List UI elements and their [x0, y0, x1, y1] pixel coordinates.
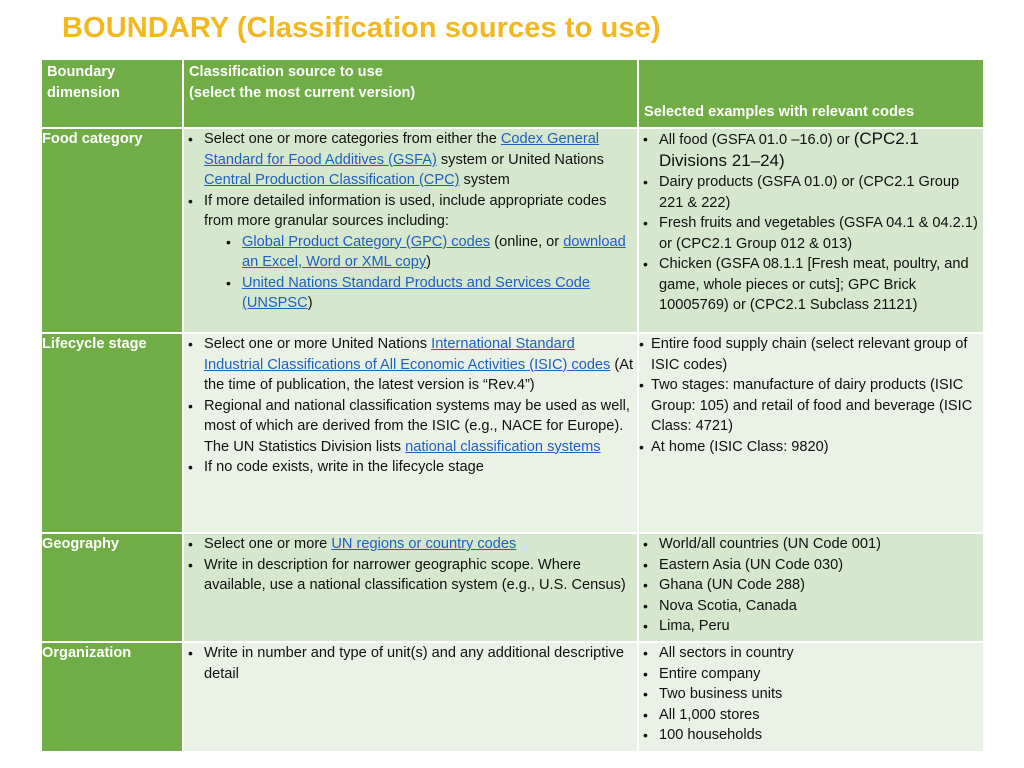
header-classification-source: [183, 59, 638, 128]
list-item: [204, 129, 637, 191]
header-boundary-dimension: [41, 59, 183, 128]
list-item: [659, 129, 983, 172]
text: system or United Nations: [436, 151, 604, 168]
list-item: [242, 232, 637, 273]
list-item: • All sectors in country: [659, 643, 983, 664]
text: (online, or: [490, 233, 564, 250]
list-item: • Nova Scotia, Canada: [659, 596, 983, 617]
organization-sources-cell: [183, 642, 638, 752]
row-label-organization: Organization: [41, 642, 183, 752]
organization-examples-cell: [638, 642, 984, 752]
row-label-lifecycle-stage: Lifecycle stage: [41, 333, 183, 533]
geography-examples-cell: [638, 533, 984, 642]
header-row: [41, 59, 984, 128]
table-row-lifecycle-stage: [41, 333, 984, 533]
gpc-codes-link[interactable]: Global Product Category (GPC) codes: [242, 233, 491, 250]
list-item: • Dairy products (GSFA 01.0) or (CPC2.1 Group 221 & 222): [659, 172, 983, 213]
header-col2-line1: Classification source to use: [189, 64, 383, 80]
national-classification-link[interactable]: national classification systems: [405, 438, 601, 455]
list-item: • At home (ISIC Class: 9820): [651, 437, 983, 458]
list-item: [204, 534, 637, 555]
text: Select one or more United Nations: [204, 336, 432, 352]
table-row-food-category: [41, 128, 984, 333]
list-item: • All 1,000 stores: [659, 705, 983, 726]
list-item: • Entire company: [659, 664, 983, 685]
header-col2-line2: (select the most current version): [189, 84, 416, 101]
list-item: [204, 191, 637, 314]
header-col1-line2: dimension: [47, 84, 120, 101]
text: ): [307, 295, 313, 311]
cpc-link[interactable]: Central Production Classification (CPC): [204, 172, 460, 188]
isic-codes-link[interactable]: International Standard Industrial Classifications of All Economic Activities (ISIC) codes: [204, 336, 611, 373]
text: If more detailed information is used, include appropriate codes from more granular sources including:: [204, 192, 607, 229]
text: Regional and national classification systems may be used as well, most of which are derived from the ISIC (e.g., NACE for Europe). The UN Statistics Division lists: [204, 397, 630, 455]
text: (CPC2.1 Divisions 21–24): [659, 129, 919, 170]
list-item: [242, 273, 637, 314]
gpc-download-link[interactable]: download an Excel, Word or XML copy: [242, 233, 626, 270]
text: Select one or more: [204, 536, 332, 552]
un-regions-link[interactable]: UN regions or country codes: [331, 536, 517, 552]
boundary-table: [40, 58, 985, 753]
list-item: • 100 households: [659, 725, 983, 746]
food-examples-cell: [638, 128, 984, 333]
geography-sources-cell: [183, 533, 638, 642]
list-item: • Eastern Asia (UN Code 030): [659, 555, 983, 576]
list-item: • Chicken (GSFA 08.1.1 [Fresh meat, poultry, and game, whole pieces or cuts]; GPC Brick 10005769) or (CPC2.1 Subclass 21121): [659, 254, 983, 316]
list-item: • Fresh fruits and vegetables (GSFA 04.1 & 04.2.1) or (CPC2.1 Group 012 & 013): [659, 213, 983, 254]
list-item: • Write in number and type of unit(s) and any additional descriptive detail: [204, 643, 637, 684]
lifecycle-examples-cell: [638, 333, 984, 533]
table-row-organization: [41, 642, 984, 752]
header-selected-examples: Selected examples with relevant codes: [638, 59, 984, 128]
list-item: • If no code exists, write in the lifecycle stage: [204, 457, 637, 478]
list-item: • Two business units: [659, 684, 983, 705]
list-item: [204, 396, 637, 458]
unspsc-link[interactable]: United Nations Standard Products and Services Code (UNSPSC: [242, 274, 591, 311]
list-item: • Ghana (UN Code 288): [659, 575, 983, 596]
list-item: • Write in description for narrower geographic scope. Where available, use a national classification system (e.g., U.S. Census): [204, 555, 637, 596]
row-label-food-category: Food category: [41, 128, 183, 333]
list-item: • Lima, Peru: [659, 616, 983, 637]
page-title: BOUNDARY (Classification sources to use): [62, 12, 661, 44]
text: ): [426, 254, 431, 270]
row-label-geography: Geography: [41, 533, 183, 642]
text: Select one or more categories from either the: [204, 131, 501, 147]
lifecycle-sources-cell: [183, 333, 638, 533]
header-col1-line1: Boundary: [47, 64, 116, 80]
table-row-geography: [41, 533, 984, 642]
text: All food (GSFA 01.0 –16.0) or: [659, 132, 854, 148]
text: system: [459, 172, 510, 188]
codex-gsfa-link[interactable]: Codex General Standard for Food Additives (GSFA): [204, 131, 600, 168]
list-item: • Two stages: manufacture of dairy products (ISIC Group: 105) and retail of food and beverage (ISIC Class: 4721): [651, 375, 983, 437]
list-item: • World/all countries (UN Code 001): [659, 534, 983, 555]
list-item: [204, 334, 637, 396]
text: (At the time of publication, the latest version is “Rev.4”): [204, 356, 634, 393]
list-item: • Entire food supply chain (select relevant group of ISIC codes): [651, 334, 983, 375]
food-sources-cell: [183, 128, 638, 333]
